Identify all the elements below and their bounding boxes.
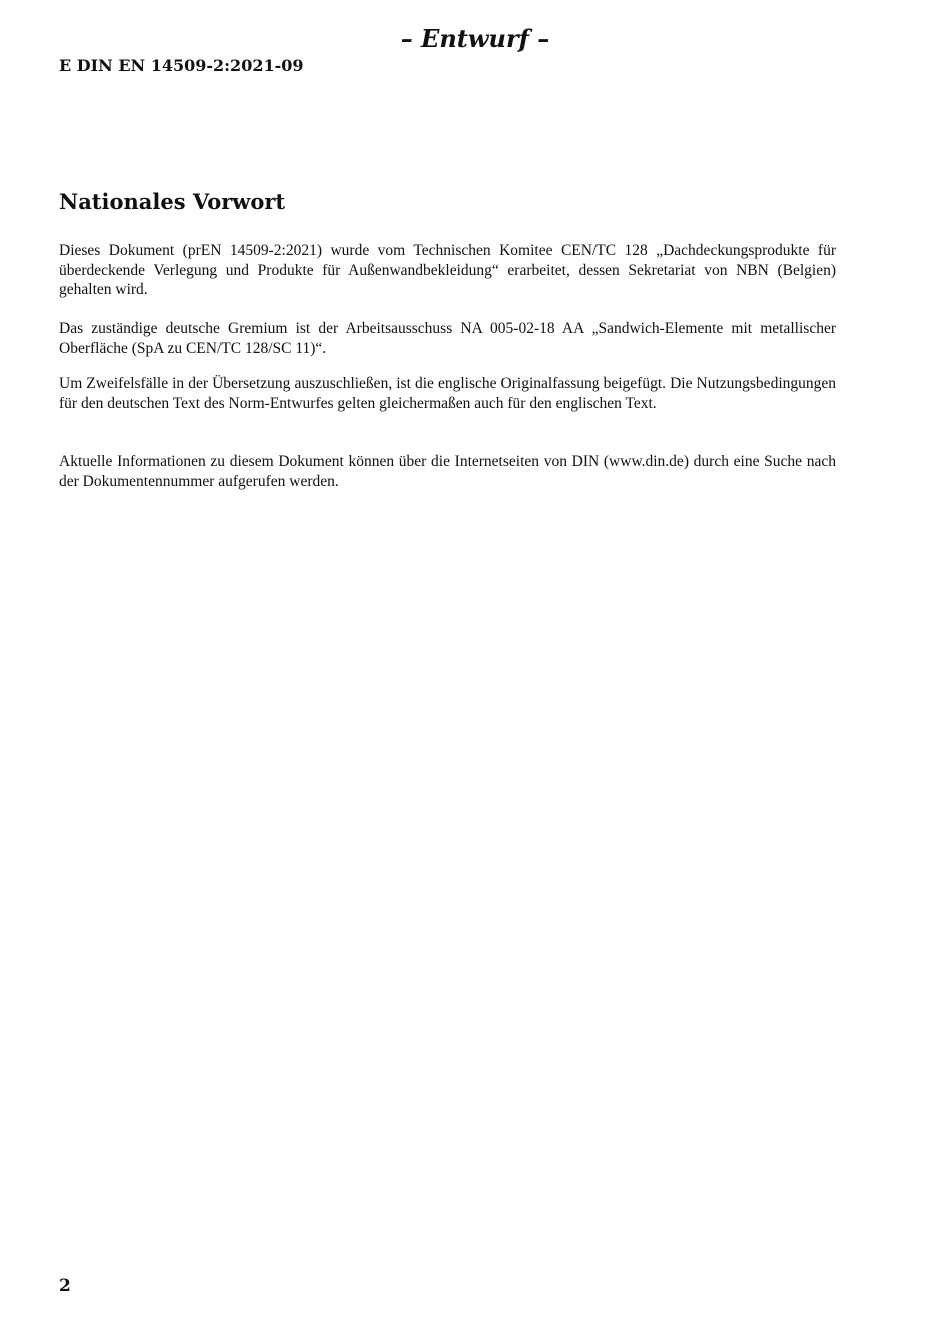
draft-watermark-label: – Entwurf – [400, 24, 550, 53]
document-identifier: E DIN EN 14509-2:2021-09 [59, 56, 304, 75]
paragraph-national-body: Das zuständige deutsche Gremium ist der Arbeitsausschuss NA 005-02-18 AA „Sandwich-Elemente mit metallischer Oberfläche (SpA zu CEN/TC 128/SC 11)“. [59, 320, 836, 357]
section-title: Nationales Vorwort [59, 189, 286, 214]
page-number: 2 [59, 1276, 71, 1296]
paragraph-translation-note: Um Zweifelsfälle in der Übersetzung auszuschließen, ist die englische Originalfassung beigefügt. Die Nutzungsbedingungen für den deutschen Text des Norm-Entwurfes gelten gleichermaßen auch für den englischen Text. [59, 375, 836, 412]
paragraph-committee: Dieses Dokument (prEN 14509-2:2021) wurde vom Technischen Komitee CEN/TC 128 „Dachdeckungsprodukte für überdeckende Verlegung und Produkte für Außenwandbekleidung“ erarbeitet, dessen Sekretariat von NBN (Belgien) gehalten wird. [59, 242, 836, 298]
paragraph-information: Aktuelle Informationen zu diesem Dokument können über die Internetseiten von DIN (www.din.de) durch eine Suche nach der Dokumentennummer aufgerufen werden. [59, 453, 836, 490]
